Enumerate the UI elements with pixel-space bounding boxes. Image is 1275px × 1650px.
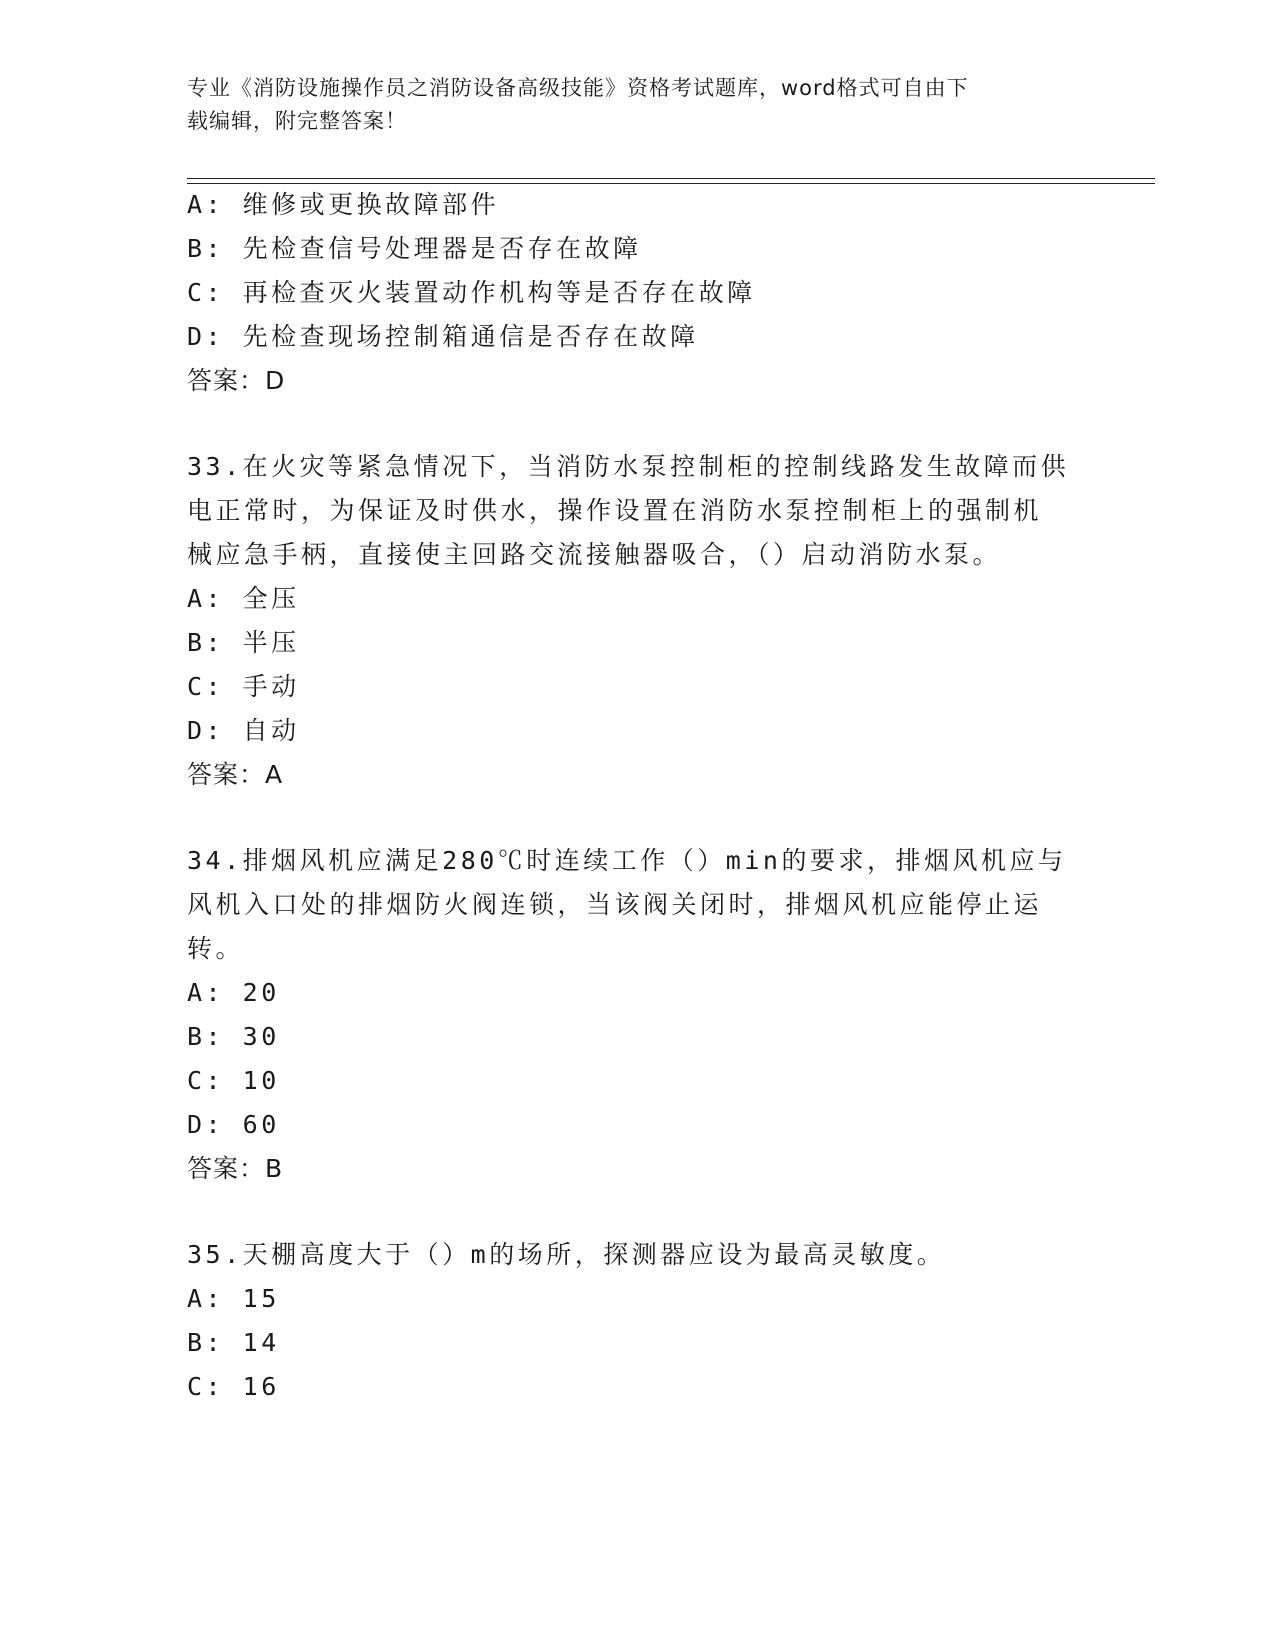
q34-option-c: C: 10	[187, 1066, 280, 1095]
header-line-1: 专业《消防设施操作员之消防设备高级技能》资格考试题库，word格式可自由下	[187, 76, 969, 100]
q33-option-d: D: 自动	[187, 716, 300, 745]
q34-option-d: D: 60	[187, 1110, 280, 1139]
q32-answer: 答案：D	[187, 366, 286, 395]
q32-option-b: B: 先检查信号处理器是否存在故障	[187, 234, 642, 263]
q33-stem-line-2: 电正常时，为保证及时供水，操作设置在消防水泵控制柜上的强制机	[187, 496, 1043, 525]
document-header	[187, 72, 1087, 138]
q33-option-c: C: 手动	[187, 672, 300, 701]
q33-option-b: B: 半压	[187, 628, 300, 657]
q35-option-a: A: 15	[187, 1284, 280, 1313]
header-divider-top	[187, 178, 1155, 179]
q34-answer: 答案：B	[187, 1154, 284, 1183]
q35-stem-line-1: 35.天棚高度大于（）m的场所，探测器应设为最高灵敏度。	[187, 1240, 946, 1269]
q35-option-b: B: 14	[187, 1328, 280, 1357]
q33-answer: 答案：A	[187, 760, 284, 789]
q32-option-c: C: 再检查灭火装置动作机构等是否存在故障	[187, 278, 756, 307]
q34-stem-line-2: 风机入口处的排烟防火阀连锁，当该阀关闭时，排烟风机应能停止运	[187, 890, 1043, 919]
q33-stem-line-1: 33.在火灾等紧急情况下，当消防水泵控制柜的控制线路发生故障而供	[187, 452, 1070, 481]
q33-option-a: A: 全压	[187, 584, 300, 613]
q34-option-b: B: 30	[187, 1022, 280, 1051]
q34-option-a: A: 20	[187, 978, 280, 1007]
header-divider-bottom	[187, 183, 1155, 184]
q34-stem-line-3: 转。	[187, 934, 245, 963]
q32-option-a: A: 维修或更换故障部件	[187, 190, 500, 219]
q33-stem-line-3: 械应急手柄，直接使主回路交流接触器吸合，（）启动消防水泵。	[187, 540, 1002, 569]
q32-option-d: D: 先检查现场控制箱通信是否存在故障	[187, 322, 699, 351]
q35-option-c: C: 16	[187, 1372, 280, 1401]
header-line-2: 载编辑，附完整答案！	[187, 109, 407, 133]
q34-stem-line-1: 34.排烟风机应满足280℃时连续工作（）min的要求，排烟风机应与	[187, 846, 1067, 875]
